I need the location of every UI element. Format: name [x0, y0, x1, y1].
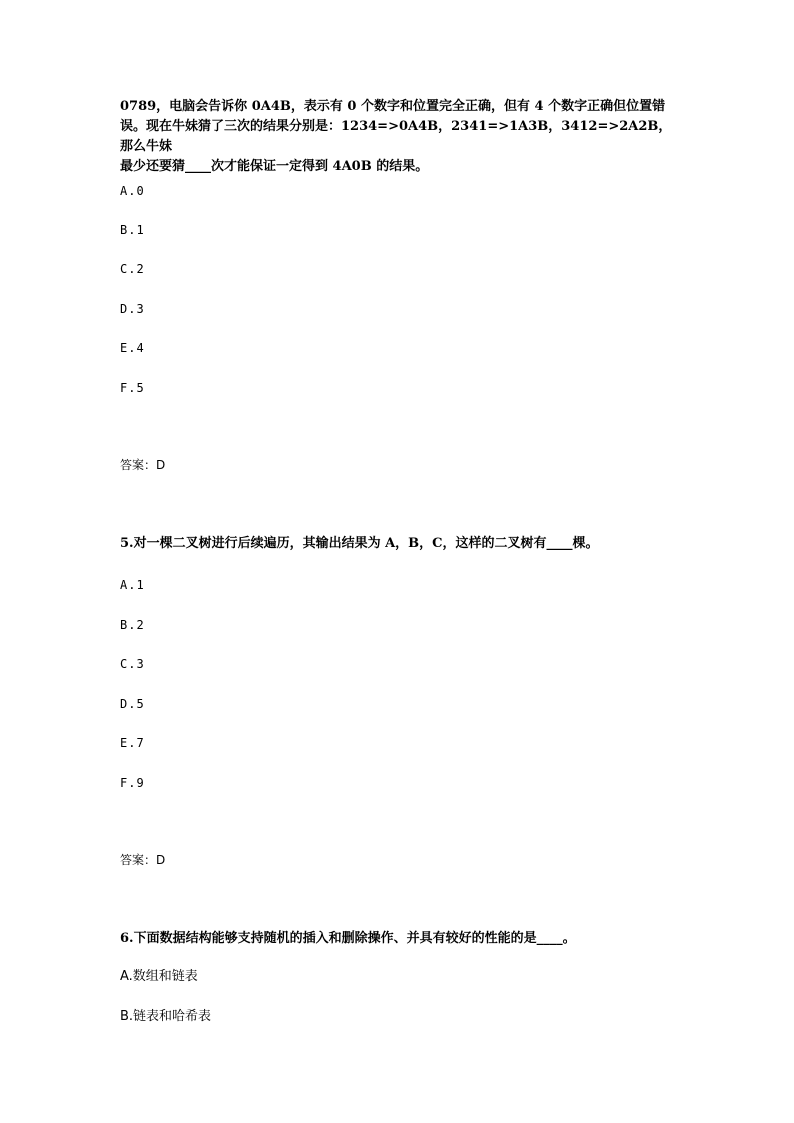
question-5-answer: 答案：D [120, 853, 166, 867]
question-4-option-f: F.5 [120, 381, 145, 395]
question-6-option-a: A.数组和链表 [120, 969, 198, 984]
question-4-answer: 答案：D [120, 458, 166, 472]
question-4-option-d: D.3 [120, 302, 145, 316]
question-5-stem: 5.对一棵二叉树进行后续遍历，其输出结果为 A，B，C，这样的二叉树有____棵。 [120, 536, 599, 551]
question-5-option-d: D.5 [120, 697, 145, 711]
question-4-stem-line-2: 误。现在牛妹猜了三次的结果分别是：1234=>0A4B，2341=>1A3B，3412=>2A2B，那么牛妹 [120, 119, 672, 154]
question-4-stem [120, 97, 680, 177]
question-5-option-b: B.2 [120, 618, 145, 632]
question-4-option-e: E.4 [120, 341, 145, 355]
question-4-option-c: C.2 [120, 262, 145, 276]
question-4-stem-line-1: 0789，电脑会告诉你 0A4B，表示有 0 个数字和位置完全正确，但有 4 个数字正确但位置错 [120, 99, 666, 114]
question-6-stem: 6.下面数据结构能够支持随机的插入和删除操作、并具有较好的性能的是____。 [120, 931, 576, 946]
question-5-option-f: F.9 [120, 776, 145, 790]
question-4-option-b: B.1 [120, 223, 145, 237]
question-5-option-c: C.3 [120, 657, 145, 671]
question-6-option-b: B.链表和哈希表 [120, 1009, 212, 1024]
question-5-option-e: E.7 [120, 736, 145, 750]
question-5-option-a: A.1 [120, 578, 145, 592]
question-4-option-a: A.0 [120, 184, 145, 198]
question-4-stem-line-3: 最少还要猜____次才能保证一定得到 4A0B 的结果。 [120, 159, 429, 174]
